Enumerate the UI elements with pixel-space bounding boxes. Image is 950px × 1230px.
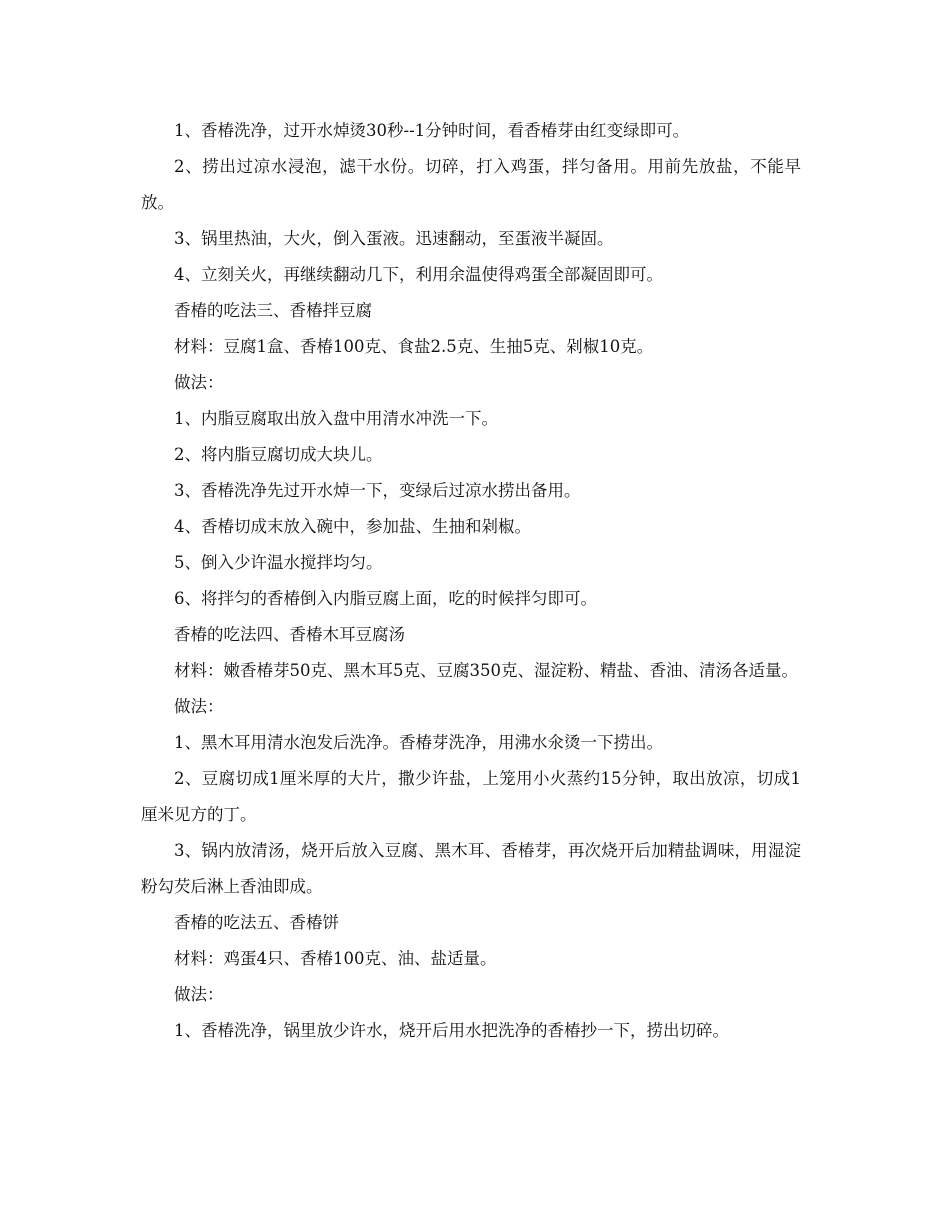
- method-label: 做法：: [174, 697, 224, 716]
- section-heading: 香椿的吃法五、香椿饼: [174, 913, 339, 932]
- step-2-paragraph: 2、将内脂豆腐切成大块儿。: [174, 445, 383, 464]
- method-label: 做法：: [174, 373, 224, 392]
- step-1-paragraph: 1、香椿洗净，锅里放少许水，烧开后用水把洗净的香椿抄一下，捞出切碎。: [174, 1021, 729, 1040]
- step-4-paragraph: 4、香椿切成末放入碗中，参加盐、生抽和剁椒。: [174, 517, 531, 536]
- step-3-paragraph: 3、锅内放清汤，烧开后放入豆腐、黑木耳、香椿芽，再次烧开后加精盐调味，用湿淀粉勾芡后淋上香油即成。: [141, 841, 801, 896]
- step-3-paragraph: 3、香椿洗净先过开水焯一下，变绿后过凉水捞出备用。: [174, 481, 581, 500]
- ingredients-paragraph: 材料：鸡蛋4只、香椿100克、油、盐适量。: [174, 949, 497, 968]
- section-heading: 香椿的吃法四、香椿木耳豆腐汤: [174, 625, 405, 644]
- section-heading: 香椿的吃法三、香椿拌豆腐: [174, 301, 372, 320]
- step-5-paragraph: 5、倒入少许温水搅拌均匀。: [174, 553, 383, 572]
- step-1-paragraph: 1、香椿洗净，过开水焯烫30秒--1分钟时间，看香椿芽由红变绿即可。: [174, 121, 690, 140]
- step-2-paragraph: 2、捞出过凉水浸泡，滤干水份。切碎，打入鸡蛋，拌匀备用。用前先放盐，不能早放。: [141, 157, 801, 212]
- step-6-paragraph: 6、将拌匀的香椿倒入内脂豆腐上面，吃的时候拌匀即可。: [174, 589, 597, 608]
- method-label: 做法：: [174, 985, 224, 1004]
- step-3-paragraph: 3、锅里热油，大火，倒入蛋液。迅速翻动，至蛋液半凝固。: [174, 229, 614, 248]
- step-1-paragraph: 1、黑木耳用清水泡发后洗净。香椿芽洗净，用沸水氽烫一下捞出。: [174, 733, 663, 752]
- document-page: [141, 113, 801, 1049]
- step-1-paragraph: 1、内脂豆腐取出放入盘中用清水冲洗一下。: [174, 409, 498, 428]
- step-2-paragraph: 2、豆腐切成1厘米厚的大片，撒少许盐，上笼用小火蒸约15分钟，取出放凉，切成1厘米见方的丁。: [141, 769, 801, 824]
- step-4-paragraph: 4、立刻关火，再继续翻动几下，利用余温使得鸡蛋全部凝固即可。: [174, 265, 663, 284]
- ingredients-paragraph: 材料：嫩香椿芽50克、黑木耳5克、豆腐350克、湿淀粉、精盐、香油、清汤各适量。: [174, 661, 798, 680]
- ingredients-paragraph: 材料：豆腐1盒、香椿100克、食盐2.5克、生抽5克、剁椒10克。: [174, 337, 654, 356]
